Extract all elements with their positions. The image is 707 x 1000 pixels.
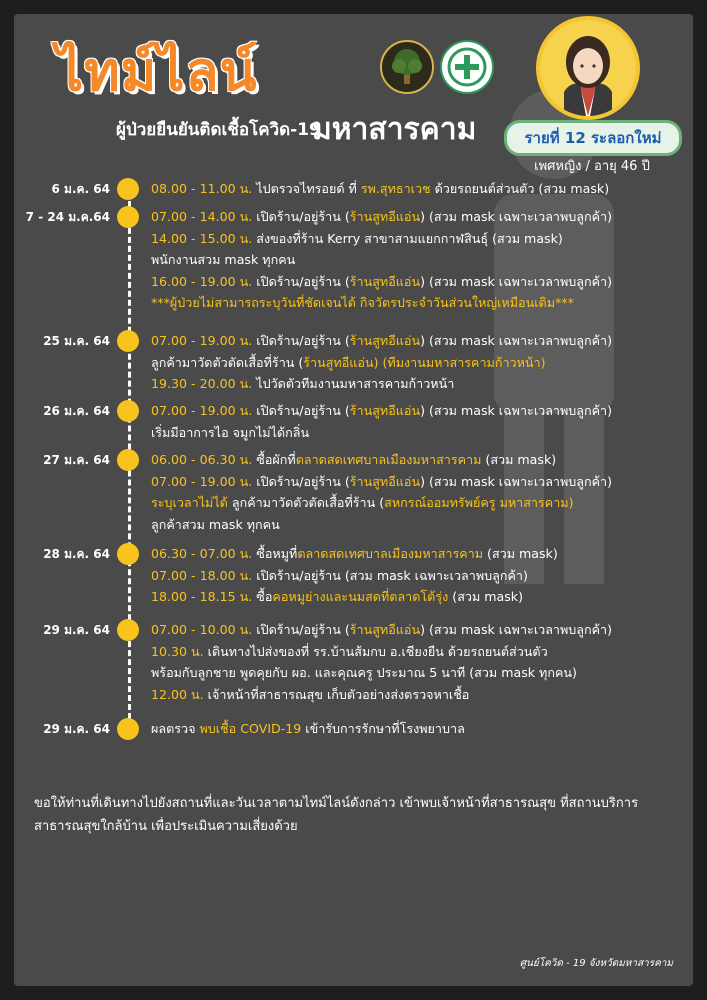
highlighted-text: 07.00 - 18.00 น. (151, 567, 253, 583)
event-text: ซื้อหมูที่ (252, 546, 298, 561)
highlighted-text: 06.00 - 06.30 น. (151, 452, 253, 467)
event-text: ผลตรวจ (151, 721, 200, 736)
timeline-line (151, 228, 686, 250)
timeline-date: 29 ม.ค. 64 (43, 722, 110, 736)
timeline-lines (151, 543, 686, 608)
timeline-lines (151, 178, 686, 200)
event-text: ลูกค้าสวม mask ทุกคน (151, 516, 280, 532)
event-text: ) (สวม mask เฉพาะเวลาพบลูกค้า) (420, 209, 613, 224)
highlighted-text: ร้านสูทอีแอ่น (349, 473, 421, 489)
highlighted-text: 06.30 - 07.00 น. (151, 546, 253, 561)
highlighted-text: ร้านสูทอีแอ่น (349, 333, 421, 348)
event-text: ) (สวม mask เฉพาะเวลาพบลูกค้า) (420, 333, 613, 348)
timeline-line (151, 684, 686, 706)
event-text: เปิดร้าน/อยู่ร้าน ( (252, 209, 350, 224)
highlighted-text: ตลาดสดเทศบาลเมืองมหาสารคาม (297, 546, 484, 561)
event-text: เปิดร้าน/อยู่ร้าน ( (252, 622, 350, 637)
highlighted-text: 19.30 - 20.00 น. (151, 376, 253, 391)
highlighted-text: สหกรณ์ออมทรัพย์ครู มหาสารคาม) (384, 495, 574, 510)
page-subtitle: ผู้ป่วยยืนยันติดเชื้อโควิด-19 (116, 120, 321, 140)
highlighted-text: ตลาดสดเทศบาลเมืองมหาสารคาม (295, 452, 482, 467)
event-text: เดินทางไปส่งของที่ รร.บ้านส้มกบ อ.เชียงยืน ด้วยรถยนต์ส่วนตัว (203, 643, 548, 659)
timeline-line (151, 543, 686, 565)
province-name: มหาสารคาม (312, 112, 477, 147)
advisory-text: ขอให้ท่านที่เดินทางไปยังสถานที่และวันเวลาตามไทม์ไลน์ดังกล่าว เข้าพบเจ้าหน้าที่สาธารณสุข ที่สถานบริการสาธารณสุขใกล้บ้าน เพื่อประเมินความเสี่ยงด้วย (34, 796, 639, 834)
event-text: ไปวัดตัวทีมงานมหาสารคามก้าวหน้า (252, 376, 455, 391)
case-number-badge: รายที่ 12 ระลอกใหม่ (504, 120, 682, 156)
highlighted-text: คอหมูย่างและนมสดที่ตลาดโต้รุ่ง (272, 589, 449, 604)
highlighted-text: 07.00 - 10.00 น. (151, 622, 253, 637)
highlighted-text: ร้านสูทอีแอ่น (349, 209, 421, 224)
highlighted-text: 14.00 - 15.00 น. (151, 230, 253, 246)
event-text: เข้ารับการรักษาที่โรงพยาบาล (301, 721, 465, 736)
event-text: พนักงานสวม mask ทุกคน (151, 252, 296, 267)
highlighted-text: 07.00 - 14.00 น. (151, 209, 253, 224)
highlighted-text: พบเชื้อ COVID-19 (199, 721, 302, 736)
provincial-seal-icon (380, 40, 434, 94)
patient-avatar-icon (536, 16, 640, 120)
timeline-line (151, 449, 686, 471)
patient-details: เพศหญิง / อายุ 46 ปี (534, 159, 650, 174)
highlighted-text: 08.00 - 11.00 น. (151, 181, 253, 196)
highlighted-text: 07.00 - 19.00 น. (151, 473, 253, 489)
timeline-line (151, 178, 686, 200)
highlighted-text: รพ.สุทธาเวช (360, 181, 431, 196)
event-text: ด้วยรถยนต์ส่วนตัว (สวม mask) (430, 181, 610, 196)
timeline-date: 27 ม.ค. 64 (43, 453, 110, 467)
timeline-dot-icon (117, 619, 139, 641)
event-text: ส่งของที่ร้าน Kerry สาขาสามแยกกาฬสินธุ์ (สวม mask) (252, 230, 563, 246)
timeline-line (151, 249, 686, 271)
timeline-date: 29 ม.ค. 64 (43, 623, 110, 637)
event-text: ลูกค้ามาวัดตัวตัดเสื้อที่ร้าน ( (151, 354, 304, 370)
page-title: ไทม์ไลน์ (56, 40, 258, 103)
event-text: ซื้อ (252, 589, 273, 604)
timeline-line (151, 514, 686, 536)
timeline-line (151, 373, 686, 395)
timeline-dot-icon (117, 178, 139, 200)
event-text: ซื้อผักที่ (252, 452, 296, 467)
event-text: เปิดร้าน/อยู่ร้าน ( (252, 273, 350, 289)
event-text: พร้อมกับลูกชาย พูดคุยกับ ผอ. และคุณครู ประมาณ 5 นาที (สวม mask ทุกคน) (151, 665, 577, 680)
timeline-line (151, 330, 686, 352)
timeline-line (151, 565, 686, 587)
timeline-date: 26 ม.ค. 64 (43, 404, 110, 418)
timeline-date: 7 - 24 ม.ค.64 (25, 210, 110, 224)
timeline-dot-icon (117, 330, 139, 352)
timeline-dot-icon (117, 400, 139, 422)
highlighted-text: ***ผู้ป่วยไม่สามารถระบุวันที่ชัดเจนได้ กิจวัตรประจำวันส่วนใหญ่เหมือนเดิม*** (151, 295, 574, 310)
highlighted-text: 12.00 น. (151, 686, 204, 702)
timeline-date: 28 ม.ค. 64 (43, 547, 110, 561)
timeline-lines (151, 619, 686, 705)
event-text: เปิดร้าน/อยู่ร้าน ( (252, 403, 350, 418)
event-text: เริ่มมีอาการไอ จมูกไม่ได้กลิ่น (151, 424, 310, 440)
timeline-line (151, 206, 686, 228)
event-text: ) (สวม mask เฉพาะเวลาพบลูกค้า) (420, 403, 613, 418)
footer-source: ศูนย์โควิด - 19 จังหวัดมหาสารคาม (519, 958, 673, 969)
event-text: (สวม mask) (483, 546, 558, 561)
event-text: เปิดร้าน/อยู่ร้าน ( (252, 333, 350, 348)
highlighted-text: ร้านสูทอีแอ่น (349, 622, 421, 637)
timeline-line (151, 641, 686, 663)
timeline-line (151, 422, 686, 444)
timeline-line (151, 471, 686, 493)
timeline-date: 6 ม.ค. 64 (51, 182, 110, 196)
event-text: ) (สวม mask เฉพาะเวลาพบลูกค้า) (420, 622, 613, 637)
event-text: ลูกค้ามาวัดตัวตัดเสื้อที่ร้าน ( (227, 495, 385, 510)
highlighted-text: 10.30 น. (151, 643, 204, 659)
highlighted-text: 07.00 - 19.00 น. (151, 333, 253, 348)
highlighted-text: ร้านสูทอีแอ่น (349, 273, 421, 289)
timeline-dot-icon (117, 206, 139, 228)
timeline-lines (151, 449, 686, 535)
timeline-lines (151, 400, 686, 443)
highlighted-text: ระบุเวลาไม่ได้ (151, 495, 228, 510)
timeline-lines (151, 206, 686, 314)
timeline-line (151, 718, 686, 740)
timeline-line (151, 352, 686, 374)
timeline-dot-icon (117, 543, 139, 565)
timeline-line (151, 292, 686, 314)
event-text: ไปตรวจไทรอยด์ ที่ (252, 181, 361, 196)
highlighted-text: ร้านสูทอีแอ่น) (ทีมงานมหาสารคามก้าวหน้า) (303, 354, 546, 370)
timeline-lines (151, 718, 686, 740)
timeline-line (151, 492, 686, 514)
timeline-card (14, 14, 693, 986)
timeline-line (151, 619, 686, 641)
event-text: (สวม mask) (481, 452, 557, 467)
timeline-dot-icon (117, 449, 139, 471)
event-text: เปิดร้าน/อยู่ร้าน ( (252, 473, 350, 489)
event-text: ) (สวม mask เฉพาะเวลาพบลูกค้า) (420, 473, 613, 489)
event-text: เจ้าหน้าที่สาธารณสุข เก็บตัวอย่างส่งตรวจหาเชื้อ (203, 686, 470, 702)
timeline-line (151, 271, 686, 293)
timeline-line (151, 662, 686, 684)
highlighted-text: 18.00 - 18.15 น. (151, 589, 253, 604)
timeline-line (151, 586, 686, 608)
highlighted-text: 16.00 - 19.00 น. (151, 273, 253, 289)
timeline-lines (151, 330, 686, 395)
event-text: (สวม mask) (448, 589, 524, 604)
event-text: ) (สวม mask เฉพาะเวลาพบลูกค้า) (420, 273, 613, 289)
timeline-date: 25 ม.ค. 64 (43, 334, 110, 348)
highlighted-text: 07.00 - 19.00 น. (151, 403, 253, 418)
timeline-line (151, 400, 686, 422)
timeline-dot-icon (117, 718, 139, 740)
highlighted-text: ร้านสูทอีแอ่น (349, 403, 421, 418)
ministry-of-public-health-logo-icon (440, 40, 494, 94)
event-text: เปิดร้าน/อยู่ร้าน (สวม mask เฉพาะเวลาพบลูกค้า) (252, 567, 528, 583)
